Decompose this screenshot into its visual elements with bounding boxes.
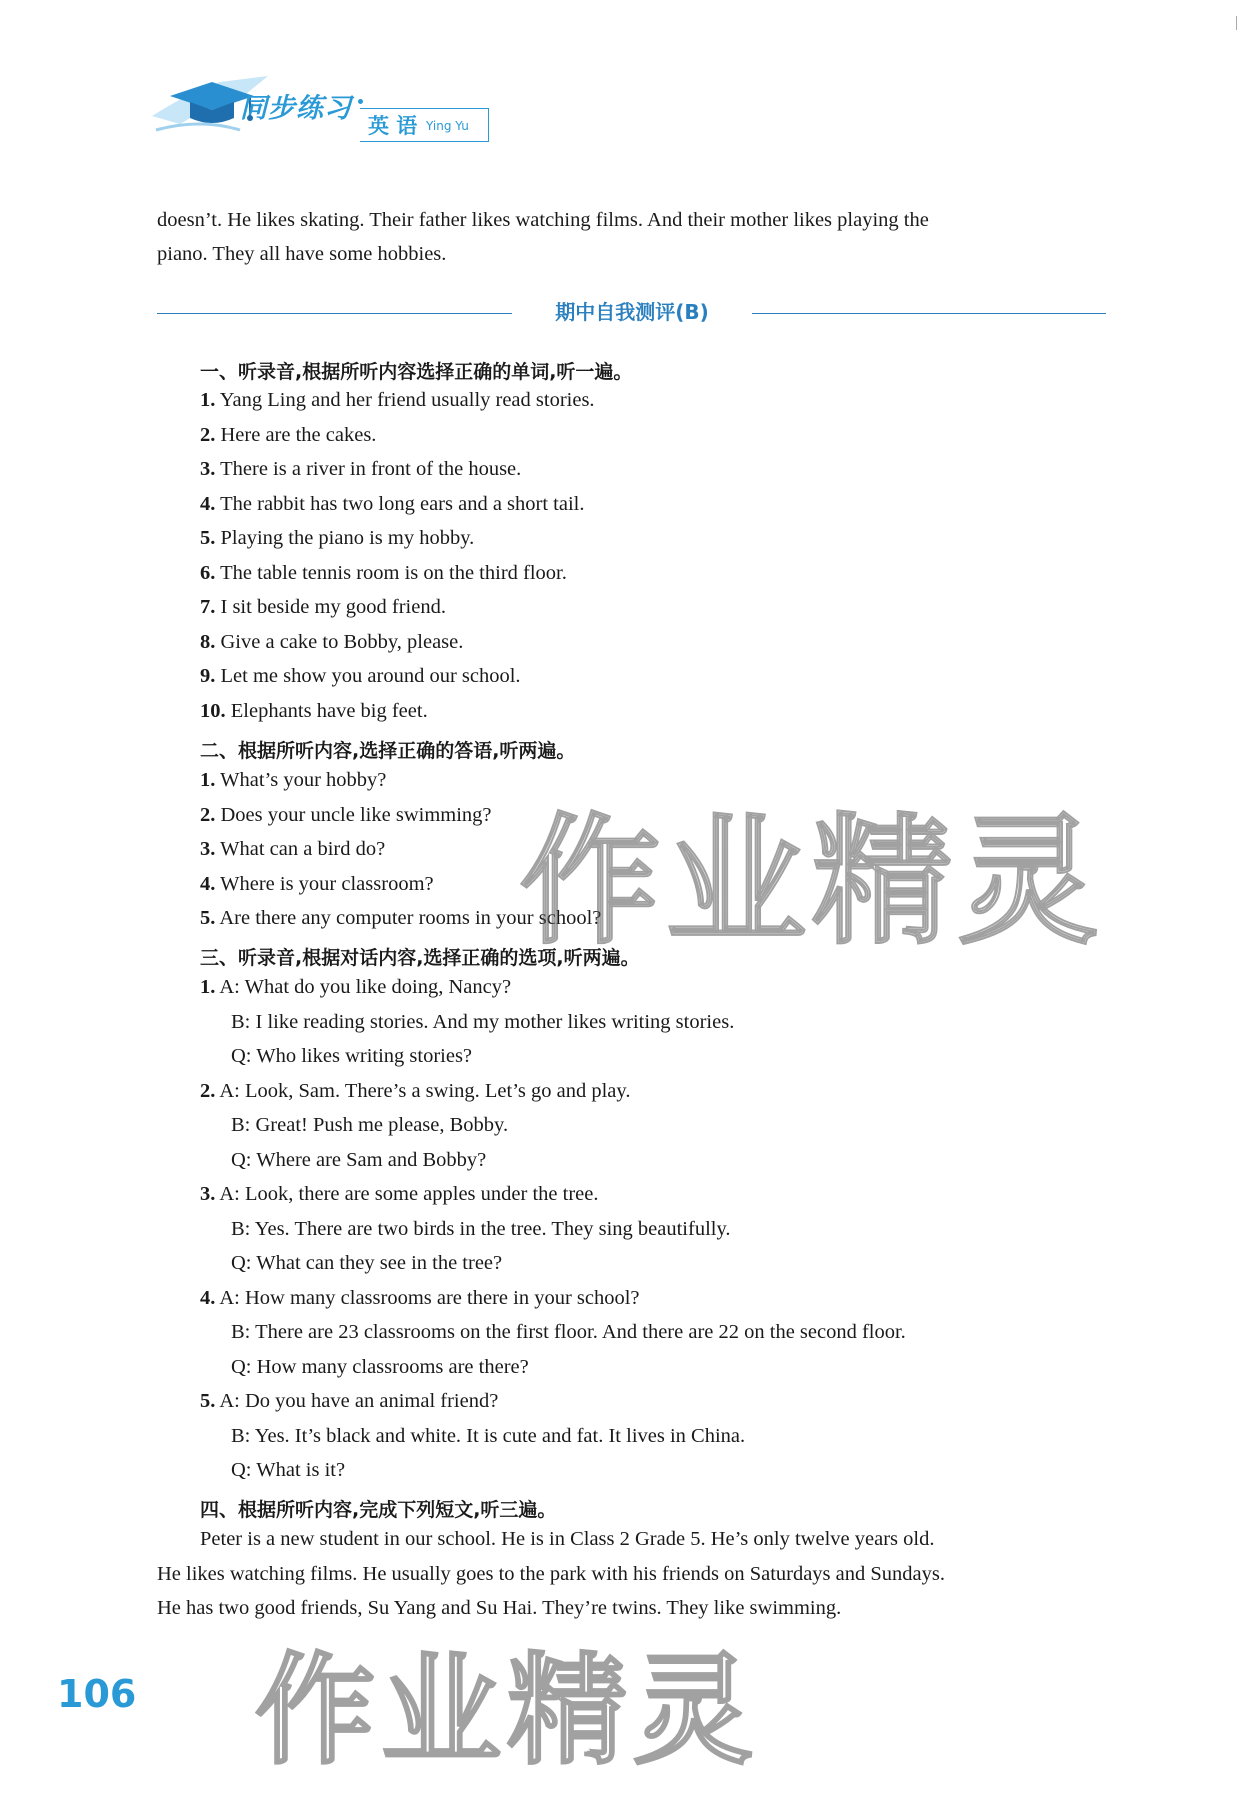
dialog-q: Q: Who likes writing stories? [231, 1045, 473, 1067]
item-text: Playing the piano is my hobby. [220, 527, 475, 549]
dialog-b: B: I like reading stories. And my mother likes writing stories. [231, 1011, 735, 1033]
list-item [200, 631, 463, 654]
item-number: 9. [200, 665, 216, 687]
item-text: Let me show you around our school. [220, 665, 521, 687]
list-item [200, 700, 428, 723]
dialog-line [200, 1390, 498, 1413]
intro-line: piano. They all have some hobbies. [157, 243, 447, 265]
item-number: 10. [200, 700, 226, 722]
item-number: 1. [200, 769, 216, 791]
item-text: Are there any computer rooms in your school? [219, 907, 602, 929]
dialog-line [200, 1287, 640, 1310]
item-number: 3. [200, 838, 216, 860]
list-item [200, 873, 434, 896]
intro-line: doesn’t. He likes skating. Their father likes watching films. And their mother likes playing the [157, 209, 929, 231]
item-text: Yang Ling and her friend usually read stories. [219, 389, 595, 411]
list-item [200, 804, 492, 827]
item-number: 6. [200, 562, 216, 584]
item-number: 5. [200, 527, 216, 549]
part2-heading: 二、根据所听内容,选择正确的答语,听两遍。 [200, 740, 576, 762]
item-text: The table tennis room is on the third floor. [220, 562, 567, 584]
dialog-a: A: What do you like doing, Nancy? [219, 976, 512, 998]
passage-line: Peter is a new student in our school. He is in Class 2 Grade 5. He’s only twelve years old. [200, 1528, 935, 1550]
list-item [200, 389, 595, 412]
item-number: 3. [200, 1183, 216, 1205]
item-text: Here are the cakes. [220, 424, 377, 446]
section-title-rule [157, 294, 1106, 334]
item-text: There is a river in front of the house. [220, 458, 522, 480]
list-item [200, 769, 386, 792]
dialog-line [200, 1183, 598, 1206]
dialog-q: Q: What can they see in the tree? [231, 1252, 503, 1274]
list-item [200, 838, 385, 861]
part3-heading: 三、听录音,根据对话内容,选择正确的选项,听两遍。 [200, 947, 640, 969]
dialog-q: Q: How many classrooms are there? [231, 1356, 529, 1378]
list-item [200, 562, 567, 585]
dialog-line [200, 976, 511, 999]
rule-left [157, 313, 512, 314]
item-text: The rabbit has two long ears and a short tail. [220, 493, 585, 515]
item-number: 8. [200, 631, 216, 653]
watermark-bottom: 作业精灵 [255, 1642, 759, 1781]
item-number: 5. [200, 907, 216, 929]
page-header [150, 72, 490, 146]
item-number: 2. [200, 804, 216, 826]
list-item [200, 665, 521, 688]
series-title: 同步练习 [240, 93, 352, 124]
dialog-b: B: Yes. It’s black and white. It is cute and fat. It lives in China. [231, 1425, 746, 1447]
item-text: Where is your classroom? [220, 873, 434, 895]
item-number: 4. [200, 493, 216, 515]
dialog-b: B: Yes. There are two birds in the tree. They sing beautifully. [231, 1218, 731, 1240]
item-number: 2. [200, 424, 216, 446]
part4-heading: 四、根据所听内容,完成下列短文,听三遍。 [200, 1499, 557, 1521]
item-number: 4. [200, 873, 216, 895]
passage-line: He likes watching films. He usually goes to the park with his friends on Saturdays and Sundays. [157, 1563, 945, 1585]
page-number: 106 [57, 1672, 137, 1716]
dialog-q: Q: What is it? [231, 1459, 346, 1481]
item-number: 5. [200, 1390, 216, 1412]
item-number: 7. [200, 596, 216, 618]
item-text: Give a cake to Bobby, please. [220, 631, 464, 653]
corner-mark [1236, 16, 1237, 30]
item-text: Elephants have big feet. [230, 700, 428, 722]
part1-heading: 一、听录音,根据所听内容选择正确的单词,听一遍。 [200, 361, 633, 383]
dialog-b: B: There are 23 classrooms on the first floor. And there are 22 on the second floor. [231, 1321, 906, 1343]
dialog-a: A: Look, there are some apples under the tree. [219, 1183, 599, 1205]
list-item [200, 424, 376, 447]
item-text: I sit beside my good friend. [220, 596, 446, 618]
dialog-line [200, 1080, 630, 1103]
subject-pinyin: Ying Yu [426, 119, 469, 133]
dialog-a: A: How many classrooms are there in your school? [219, 1287, 640, 1309]
item-number: 1. [200, 976, 216, 998]
item-number: 3. [200, 458, 216, 480]
passage-line: He has two good friends, Su Yang and Su Hai. They’re twins. They like swimming. [157, 1597, 842, 1619]
dialog-a: A: Do you have an animal friend? [219, 1390, 499, 1412]
rule-right [752, 313, 1106, 314]
item-number: 1. [200, 389, 216, 411]
list-item [200, 596, 446, 619]
list-item [200, 493, 585, 516]
item-text: Does your uncle like swimming? [220, 804, 492, 826]
dialog-b: B: Great! Push me please, Bobby. [231, 1114, 509, 1136]
list-item [200, 527, 474, 550]
watermark-middle: 作业精灵 [520, 801, 1105, 964]
subject-chinese: 英 语 [368, 114, 418, 138]
list-item [200, 458, 521, 481]
section-title: 期中自我测评(B) [555, 300, 709, 324]
item-number: 4. [200, 1287, 216, 1309]
series-dot [358, 99, 363, 104]
dialog-q: Q: Where are Sam and Bobby? [231, 1149, 487, 1171]
item-text: What can a bird do? [220, 838, 386, 860]
dialog-a: A: Look, Sam. There’s a swing. Let’s go and play. [219, 1080, 631, 1102]
item-number: 2. [200, 1080, 216, 1102]
item-text: What’s your hobby? [220, 769, 387, 791]
